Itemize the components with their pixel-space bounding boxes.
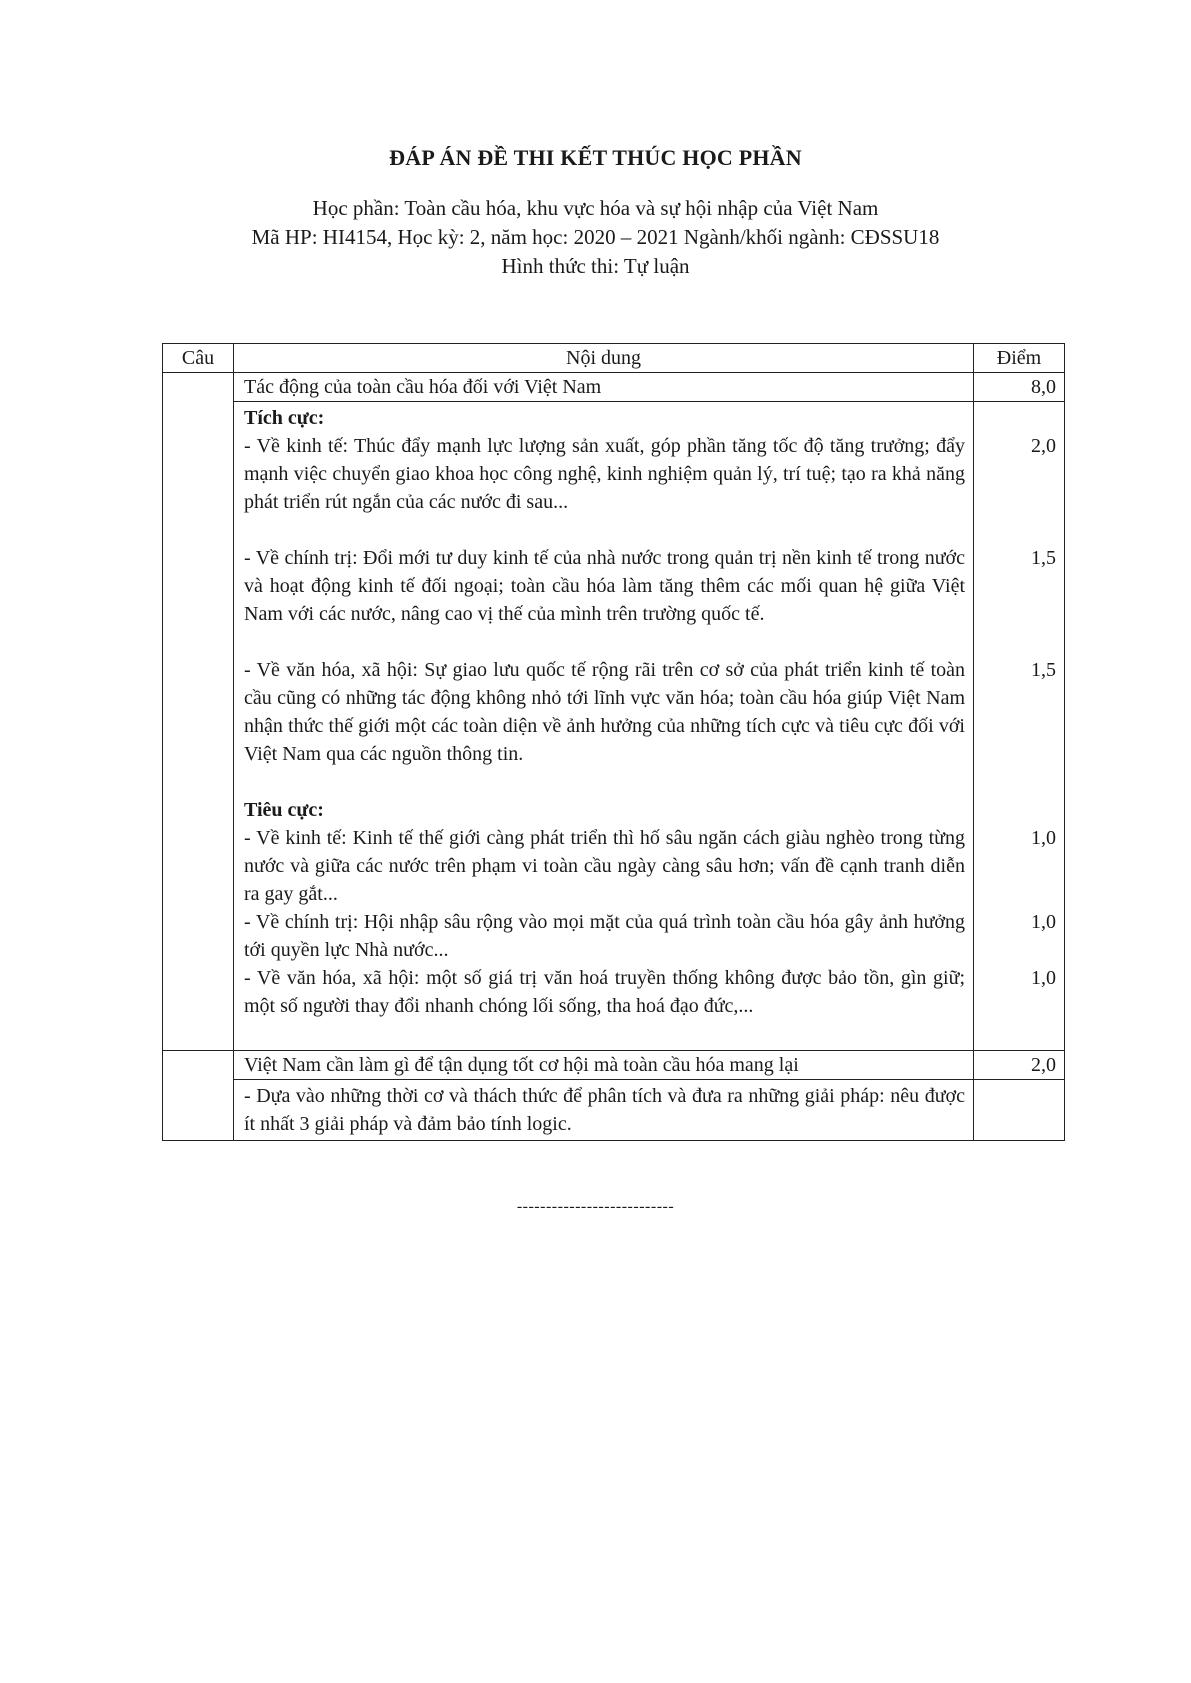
score-positive-economy: 2,0 (1031, 435, 1056, 457)
q1-body (234, 402, 974, 1051)
table-header-row (163, 344, 1065, 373)
course-line: Học phần: Toàn cầu hóa, khu vực hóa và sự hội nhập của Việt Nam (312, 196, 879, 220)
q2-heading: Việt Nam cần làm gì để tận dụng tốt cơ hội mà toàn cầu hóa mang lại (234, 1051, 974, 1080)
negative-politics: - Về chính trị: Hội nhập sâu rộng vào mọi mặt của quá trình toàn cầu hóa gây ảnh hưởng tới quyền lực Nhà nước... (244, 911, 965, 961)
footer-separator: --------------------------- (516, 1198, 675, 1215)
col-header-cau: Câu (163, 344, 234, 373)
score-positive-culture: 1,5 (1031, 659, 1056, 681)
negative-economy: - Về kinh tế: Kinh tế thế giới càng phát triển thì hố sâu ngăn cách giàu nghèo trong từng nước và giữa các nước trên phạm vi toàn cầu ngày càng sâu hơn; vấn đề cạnh tranh diễn ra gay gắt... (244, 827, 965, 905)
q2-cau-cell (163, 1051, 234, 1141)
q1-heading-score: 8,0 (974, 373, 1065, 402)
positive-politics: - Về chính trị: Đổi mới tư duy kinh tế của nhà nước trong quản trị nền kinh tế trong nước và hoạt động kinh tế đối ngoại; toàn cầu hóa làm tăng thêm các mối quan hệ giữa Việt Nam với các nước, nâng cao vị thế của mình trên trường quốc tế. (244, 547, 965, 625)
negative-culture: - Về văn hóa, xã hội: một số giá trị văn hoá truyền thống không được bảo tồn, gìn giữ; một số người thay đổi nhanh chóng lối sống, tha hoá đạo đức,... (244, 967, 965, 1017)
score-negative-culture: 1,0 (1031, 967, 1056, 989)
q2-answer-score (974, 1080, 1065, 1141)
q1-cau-cell (163, 373, 234, 1051)
positive-economy: - Về kinh tế: Thúc đẩy mạnh lực lượng sản xuất, góp phần tăng tốc độ tăng trưởng; đẩy mạnh việc chuyển giao khoa học công nghệ, kinh nghiệm quản lý, trí tuệ; tạo ra khả năng phát triển rút ngắn của các nước đi sau... (244, 435, 965, 513)
course-code-line: Mã HP: HI4154, Học kỳ: 2, năm học: 2020 – 2021 Ngành/khối ngành: CĐSSU18 (251, 225, 940, 249)
q2-answer: - Dựa vào những thời cơ và thách thức để phân tích và đưa ra những giải pháp: nêu được ít nhất 3 giải pháp và đảm bảo tính logic. (234, 1080, 974, 1141)
q2-heading-score: 2,0 (974, 1051, 1065, 1080)
positive-label: Tích cực: (244, 407, 325, 429)
q1-body-row (163, 402, 1065, 1051)
negative-label: Tiêu cực: (244, 799, 324, 821)
q2-body-row (163, 1080, 1065, 1141)
col-header-diem: Điểm (974, 344, 1065, 373)
score-positive-politics: 1,5 (1031, 547, 1056, 569)
score-negative-economy: 1,0 (1031, 827, 1056, 849)
score-negative-politics: 1,0 (1031, 911, 1056, 933)
positive-culture: - Về văn hóa, xã hội: Sự giao lưu quốc tế rộng rãi trên cơ sở của phát triển kinh tế toàn cầu cũng có những tác động không nhỏ tới lĩnh vực văn hóa; toàn cầu hóa giúp Việt Nam nhận thức thế giới một các toàn diện về ảnh hưởng của những tích cực và tiêu cực đối với Việt Nam qua các nguồn thông tin. (244, 659, 965, 765)
answer-table (162, 343, 1065, 1141)
q1-scores (974, 402, 1065, 1051)
col-header-noi-dung: Nội dung (234, 344, 974, 373)
q1-heading-row (163, 373, 1065, 402)
exam-form-line: Hình thức thi: Tự luận (501, 254, 690, 278)
page-title: ĐÁP ÁN ĐỀ THI KẾT THÚC HỌC PHẦN (389, 145, 802, 170)
q1-heading: Tác động của toàn cầu hóa đối với Việt Nam (234, 373, 974, 402)
q2-heading-row (163, 1051, 1065, 1080)
